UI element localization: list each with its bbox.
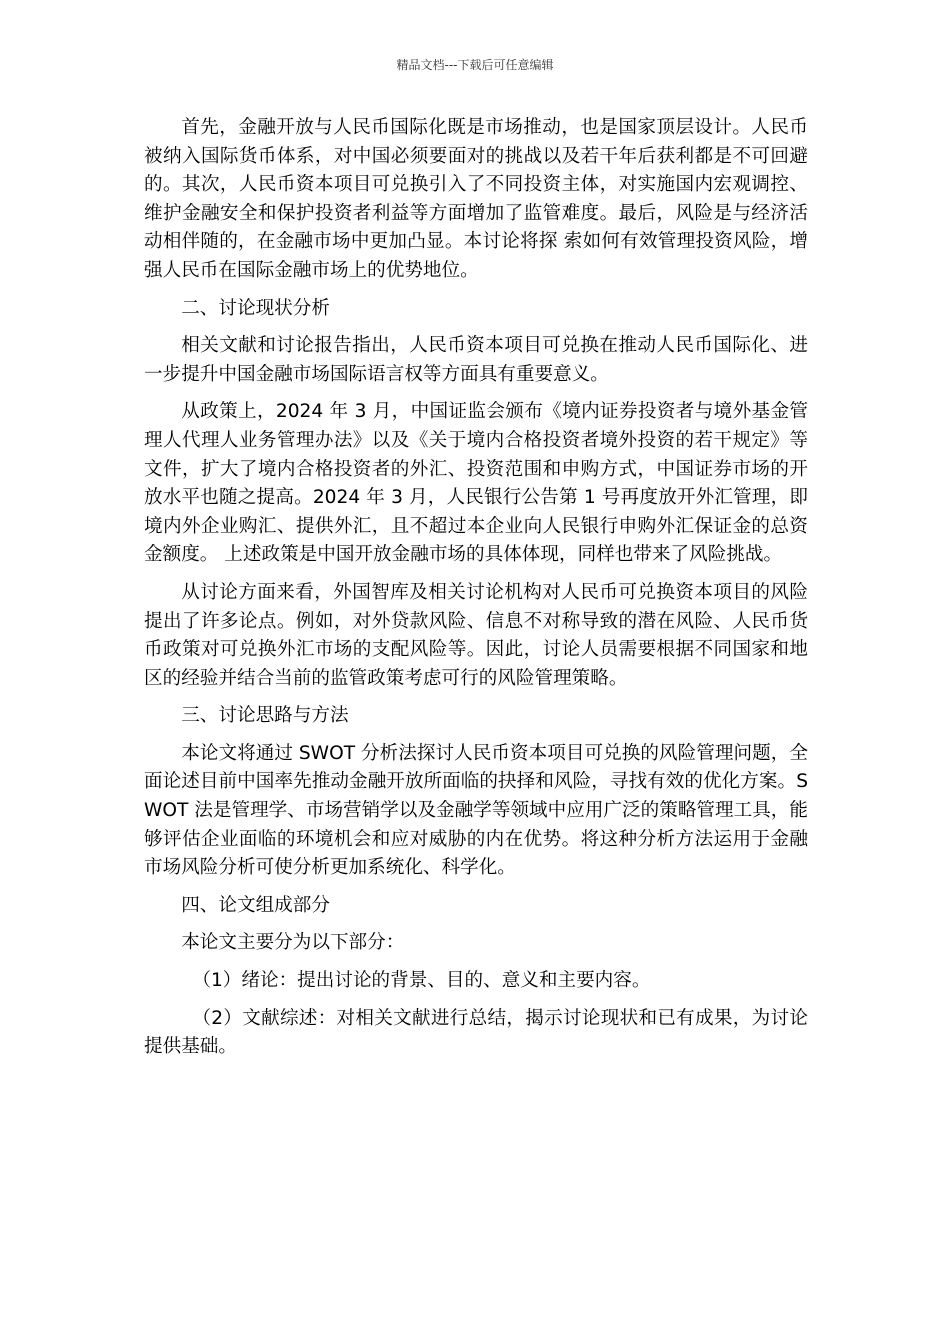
list-item-literature-review: （2）文献综述：对相关文献进行总结，揭示讨论现状和已有成果，为讨论提供基础。 bbox=[144, 1007, 808, 1058]
section-heading-structure: 四、论文组成部分 bbox=[181, 894, 330, 916]
paragraph-policy: 从政策上，2024 年 3 月，中国证监会颁布《境内证券投资者与境外基金管理人代理人业务管理办法》以及《关于境内合格投资者境外投资的若干规定》等文件，扩大了境内合格投资者的外汇、投资范围和申购方式，中国证券市场的开放水平也随之提高。2024 年 3 月，人民银行公告第 1 号再度放开外汇管理，即境内外企业购汇、提供外汇，且不超过本企业向人民银行申购外汇保证金的总资金额度。 上述政策是中国开放金融市场的具体体现，同样也带来了风险挑战。 bbox=[144, 401, 808, 566]
paragraph-method: 本论文将通过 SWOT 分析法探讨人民币资本项目可兑换的风险管理问题，全面论述目前中国率先推动金融开放所面临的抉择和风险，寻找有效的优化方案。SWOT 法是管理学、市场营销学以及金融学等领域中应用广泛的策略管理工具，能够评估企业面临的环境机会和应对威胁的内在优势。将这种分析方法运用于金融市场风险分析可使分析更加系统化、科学化。 bbox=[144, 742, 808, 879]
document-body bbox=[144, 114, 808, 1071]
page-header: 精品文档---下载后可任意编辑 bbox=[396, 58, 554, 72]
paragraph-intro: 首先，金融开放与人民币国际化既是市场推动，也是国家顶层设计。人民币被纳入国际货币体系，对中国必须要面对的挑战以及若干年后获利都是不可回避的。其次，人民币资本项目可兑换引入了不同投资主体，对实施国内宏观调控、维护金融安全和保护投资者利益等方面增加了监管难度。最后，风险是与经济活动相伴随的，在金融市场中更加凸显。本讨论将探 索如何有效管理投资风险，增强人民币在国际金融市场上的优势地位。 bbox=[144, 117, 808, 281]
paragraph-status: 相关文献和讨论报告指出，人民币资本项目可兑换在推动人民币国际化、进一步提升中国金融市场国际语言权等方面具有重要意义。 bbox=[144, 335, 808, 385]
section-heading-status: 二、讨论现状分析 bbox=[181, 297, 330, 319]
paragraph-structure-intro: 本论文主要分为以下部分： bbox=[181, 932, 405, 954]
paragraph-research: 从讨论方面来看，外国智库及相关讨论机构对人民币可兑换资本项目的风险提出了许多论点。例如，对外贷款风险、信息不对称导致的潜在风险、人民币货币政策对可兑换外汇市场的支配风险等。因此，讨论人员需要根据不同国家和地区的经验并结合当前的监管政策考虑可行的风险管理策略。 bbox=[144, 581, 808, 689]
list-item-introduction: （1）绪论：提出讨论的背景、目的、意义和主要内容。 bbox=[192, 970, 651, 992]
section-heading-method: 三、讨论思路与方法 bbox=[181, 705, 349, 727]
